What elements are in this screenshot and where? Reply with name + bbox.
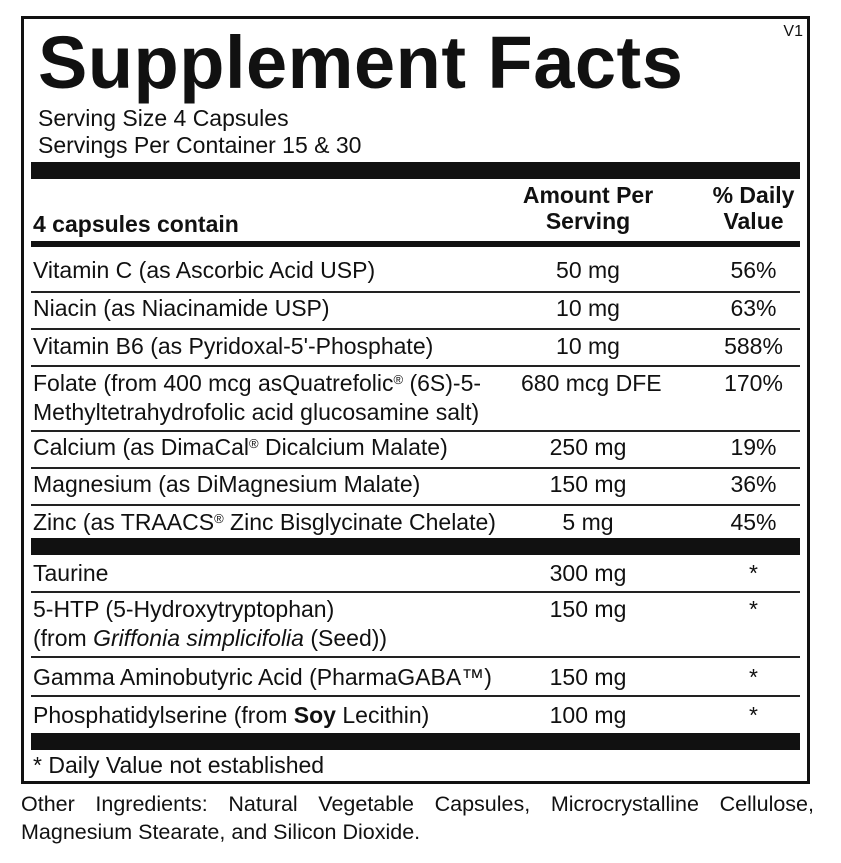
row-divider xyxy=(31,504,800,506)
nutrient-amount: 100 mg xyxy=(549,702,627,728)
version-label: V1 xyxy=(783,23,803,40)
column-header-amount-line2: Serving xyxy=(545,208,631,234)
allergen-highlight: Soy xyxy=(293,702,336,728)
medium-divider xyxy=(31,241,800,247)
nutrient-daily-value: * xyxy=(749,702,758,728)
nutrient-name: Magnesium (as DiMagnesium Malate) xyxy=(33,471,421,497)
row-divider xyxy=(31,467,800,469)
nutrient-daily-value: 170% xyxy=(724,370,783,396)
other-ingredients: Other Ingredients: Natural Vegetable Capsules, Microcrystalline Cellulose, Magnesium Stearate, and Silicon Dioxide. xyxy=(21,792,814,844)
column-header-contents: 4 capsules contain xyxy=(33,211,239,237)
nutrient-amount: 5 mg xyxy=(562,509,614,535)
thick-divider xyxy=(31,538,800,555)
source-part: (Seed)) xyxy=(303,625,388,651)
nutrient-amount: 150 mg xyxy=(549,596,627,622)
nutrient-name xyxy=(33,702,429,728)
nutrient-daily-value: 63% xyxy=(730,295,777,321)
nutrient-name-part: (6S)-5- xyxy=(403,370,482,396)
nutrient-daily-value: * xyxy=(749,596,758,622)
row-divider xyxy=(31,291,800,293)
row-divider xyxy=(31,365,800,367)
nutrient-amount: 10 mg xyxy=(556,295,620,321)
nutrient-daily-value: 36% xyxy=(730,471,777,497)
nutrient-name-part: Lecithin) xyxy=(335,702,430,728)
column-header-daily-value xyxy=(696,182,811,234)
servings-per-container: Servings Per Container 15 & 30 xyxy=(38,132,362,158)
nutrient-name-part: Zinc (as TRAACS xyxy=(33,509,215,535)
row-divider xyxy=(31,656,800,658)
nutrient-amount: 150 mg xyxy=(549,471,627,497)
row-divider xyxy=(31,430,800,432)
nutrient-amount: 250 mg xyxy=(549,434,627,460)
nutrient-name-part: Phosphatidylserine (from xyxy=(33,702,294,728)
source-part: (from xyxy=(33,625,94,651)
nutrient-name: 5-HTP (5-Hydroxytryptophan) xyxy=(33,596,335,622)
registered-mark: ® xyxy=(393,372,404,387)
nutrient-name: Gamma Aminobutyric Acid (PharmaGABA™) xyxy=(33,664,492,690)
column-header-dv-line2: Value xyxy=(723,208,784,234)
thick-divider xyxy=(31,162,800,179)
nutrient-amount: 150 mg xyxy=(549,664,627,690)
nutrient-name xyxy=(33,370,481,396)
registered-mark: ® xyxy=(214,511,224,526)
nutrient-amount: 680 mcg DFE xyxy=(521,370,662,396)
nutrient-name-part: Dicalcium Malate) xyxy=(258,434,448,460)
nutrient-name: Niacin (as Niacinamide USP) xyxy=(33,295,330,321)
daily-value-footnote: * Daily Value not established xyxy=(33,752,325,778)
nutrient-amount: 300 mg xyxy=(549,560,627,586)
nutrient-source-line xyxy=(33,625,387,651)
row-divider xyxy=(31,695,800,697)
column-header-amount-line1: Amount Per xyxy=(522,182,654,208)
nutrient-name: Vitamin C (as Ascorbic Acid USP) xyxy=(33,257,376,283)
nutrient-daily-value: 588% xyxy=(724,333,783,359)
panel-title: Supplement Facts xyxy=(38,21,684,104)
nutrient-daily-value: 56% xyxy=(730,257,777,283)
row-divider xyxy=(31,591,800,593)
column-header-dv-line1: % Daily xyxy=(712,182,795,208)
nutrient-name: Taurine xyxy=(33,560,109,586)
registered-mark: ® xyxy=(248,436,259,451)
nutrient-name-line2: Methyltetrahydrofolic acid glucosamine salt) xyxy=(33,399,480,425)
column-header-amount xyxy=(521,182,655,234)
thick-divider xyxy=(31,733,800,750)
nutrient-name xyxy=(33,509,496,535)
nutrient-daily-value: * xyxy=(749,664,758,690)
nutrient-name-part: Zinc Bisglycinate Chelate) xyxy=(223,509,496,535)
supplement-facts-panel xyxy=(21,16,810,784)
nutrient-daily-value: * xyxy=(749,560,758,586)
nutrient-amount: 10 mg xyxy=(556,333,620,359)
nutrient-name-part: Calcium (as DimaCal xyxy=(33,434,249,460)
source-species: Griffonia simplicifolia xyxy=(93,625,304,651)
nutrient-name: Vitamin B6 (as Pyridoxal-5'-Phosphate) xyxy=(33,333,434,359)
nutrient-name xyxy=(33,434,448,460)
nutrient-daily-value: 19% xyxy=(730,434,777,460)
nutrient-name-part: Folate (from 400 mcg asQuatrefolic xyxy=(33,370,394,396)
nutrient-daily-value: 45% xyxy=(730,509,777,535)
row-divider xyxy=(31,328,800,330)
serving-size: Serving Size 4 Capsules xyxy=(38,105,289,131)
nutrient-amount: 50 mg xyxy=(556,257,620,283)
